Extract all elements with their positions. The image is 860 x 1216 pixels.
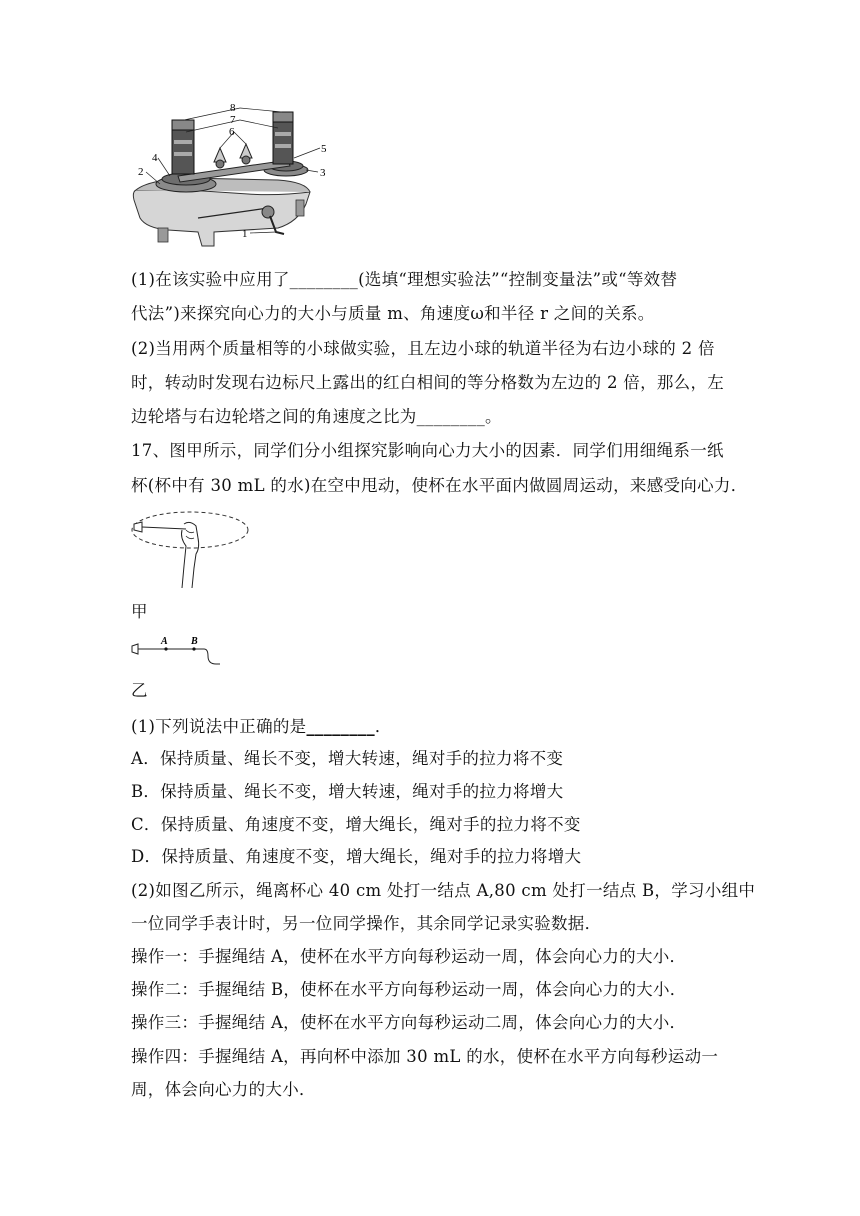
- q17-part1-stem: [131, 716, 392, 738]
- q17-intro-line2: 杯(杯中有 30 mL 的水)在空中甩动，使杯在水平面内做圆周运动，来感受向心力．: [131, 476, 748, 495]
- option-b: B．保持质量、绳长不变，增大转速，绳对手的拉力将增大: [131, 782, 564, 801]
- centripetal-apparatus-figure: [128, 100, 338, 250]
- knot-b-label: B: [191, 636, 198, 647]
- swinging-cup-figure: [128, 508, 253, 590]
- option-a: A．保持质量、绳长不变，增大转速，绳对手的拉力将不变: [131, 749, 564, 768]
- q17-part2-line2: 一位同学手表计时，另一位同学操作，其余同学记录实验数据．: [131, 914, 602, 933]
- q16-part1-line1: (1)在该实验中应用了________(选填“理想实验法”“控制变量法”或“等效替: [131, 270, 678, 289]
- figure1-label: 3: [320, 167, 326, 179]
- q16-part2-line1: (2)当用两个质量相等的小球做实验，且左边小球的轨道半径为右边小球的 2 倍: [131, 339, 715, 358]
- option-d: D．保持质量、角速度不变，增大绳长，绳对手的拉力将增大: [131, 847, 582, 866]
- figure1-label: 4: [152, 152, 158, 164]
- figure-jia-caption: 甲: [131, 602, 148, 621]
- q17-part2-line1: (2)如图乙所示，绳离杯心 40 cm 处打一结点 A,80 cm 处打一结点 B，学习小组中: [131, 881, 756, 900]
- q16-part1-line2: 代法”)来探究向心力的大小与质量 m、角速度ω和半径 r 之间的关系。: [131, 304, 655, 323]
- operation-4-line1: 操作四：手握绳结 A，再向杯中添加 30 mL 的水，使杯在水平方向每秒运动一: [131, 1047, 719, 1066]
- figure1-label: 7: [230, 114, 236, 126]
- figure1-label: 8: [230, 102, 236, 114]
- operation-3: 操作三：手握绳结 A，使杯在水平方向每秒运动二周，体会向心力的大小．: [131, 1013, 687, 1032]
- option-c: C．保持质量、角速度不变，增大绳长，绳对手的拉力将不变: [131, 815, 581, 834]
- operation-1: 操作一：手握绳结 A，使杯在水平方向每秒运动一周，体会向心力的大小．: [131, 947, 687, 966]
- figure1-label: 5: [321, 143, 327, 155]
- q17-part1-suffix: ．: [374, 717, 392, 736]
- operation-2: 操作二：手握绳结 B，使杯在水平方向每秒运动一周，体会向心力的大小．: [131, 980, 687, 999]
- figure1-label: 1: [242, 228, 248, 240]
- q17-intro-line1: 17、图甲所示，同学们分小组探究影响向心力大小的因素．同学们用细绳系一纸: [131, 441, 724, 460]
- knot-a-label: A: [161, 636, 168, 647]
- q16-part2-line3: 边轮塔与右边轮塔之间的角速度之比为________。: [131, 407, 502, 426]
- q16-part2-line2: 时，转动时发现右边标尺上露出的红白相间的等分格数为左边的 2 倍，那么，左: [131, 373, 725, 392]
- figure-yi-caption: 乙: [131, 681, 148, 700]
- operation-4-line2: 周，体会向心力的大小．: [131, 1080, 316, 1099]
- figure1-label: 2: [138, 166, 144, 178]
- knotted-string-figure: [128, 632, 223, 668]
- q17-part1-prefix: (1)下列说法中正确的是: [131, 717, 307, 736]
- figure1-label: 6: [229, 126, 235, 138]
- answer-blank: ________: [306, 717, 375, 736]
